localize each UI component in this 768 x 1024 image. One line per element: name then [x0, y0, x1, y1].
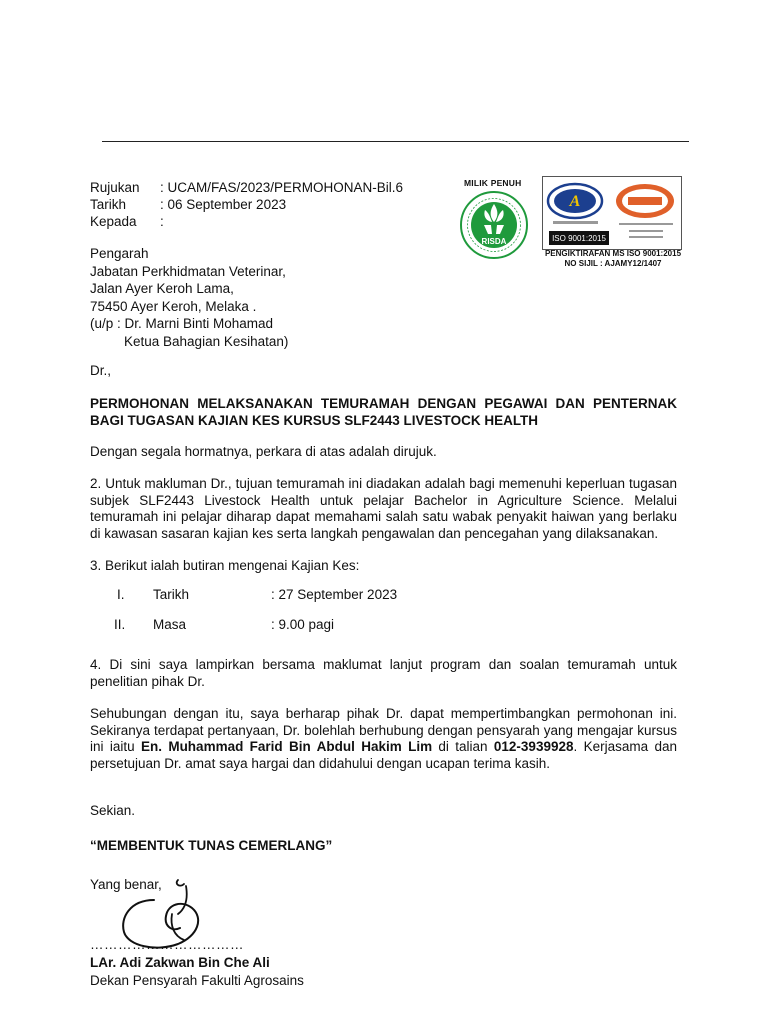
detail-value: : 27 September 2023: [271, 587, 398, 602]
detail-number: II.: [114, 617, 126, 632]
signatory-title: Dekan Pensyarah Fakulti Agrosains: [90, 973, 304, 988]
recipient-line: 75450 Ayer Keroh, Melaka .: [90, 298, 257, 314]
milik-penuh-label: MILIK PENUH: [464, 178, 522, 188]
contact-name: En. Muhammad Farid Bin Abdul Hakim Lim: [140, 739, 433, 754]
date-label: Tarikh: [90, 197, 127, 212]
signatory-name: LAr. Adi Zakwan Bin Che Ali: [90, 955, 270, 970]
paragraph-2: 2. Untuk makluman Dr., tujuan temuramah ini diadakan adalah bagi memenuhi keperluan tugasan subjek SLF2443 Livestock Health untuk pelajar Bachelor in Agriculture Science. Melalui temuramah ini pelajar diharap dapat memahami salah satu wabak penyakit haiwan yang berlaku di kawasan sasaran kajian kes serta langkah pengawalan dan pencegahan yang dilaksanakan.: [90, 476, 677, 541]
reference-value: : UCAM/FAS/2023/PERMOHONAN-Bil.6: [160, 180, 404, 195]
iso-certification-logo: [542, 176, 682, 250]
reference-row: [90, 179, 403, 196]
contact-phone: 012-3939928: [493, 739, 574, 754]
closing-paragraph: [90, 706, 677, 772]
closing-text: di talian: [432, 739, 494, 754]
header-rule: [102, 141, 689, 142]
sekian-text: Sekian.: [90, 803, 136, 818]
recipient-line: Ketua Bahagian Kesihatan): [124, 333, 289, 349]
to-value: :: [160, 214, 164, 229]
closing-text: . Kerjasama dan persetujuan Dr. amat saya hargai dan didahului dengan ucapan terima kasih.: [90, 739, 677, 771]
detail-key: Masa: [153, 617, 187, 632]
svg-text:A: A: [569, 193, 581, 210]
certification-caption-line1: PENGIKTIRAFAN MS ISO 9001:2015: [544, 249, 682, 258]
recipient-line: Pengarah: [90, 246, 149, 261]
to-row: [90, 213, 164, 230]
date-value: : 06 September 2023: [160, 197, 287, 212]
signature-line: ……………………………: [90, 937, 244, 952]
opening-line: Dengan segala hormatnya, perkara di atas adalah dirujuk.: [90, 444, 437, 459]
date-row: [90, 196, 286, 213]
to-label: Kepada: [90, 214, 137, 229]
detail-key: Tarikh: [153, 587, 190, 602]
detail-number: I.: [117, 587, 125, 602]
certification-caption-line2: NO SIJIL : AJAMY12/1407: [564, 259, 662, 268]
salutation: Dr.,: [90, 363, 112, 378]
detail-value: : 9.00 pagi: [271, 617, 335, 632]
paragraph-4: 4. Di sini saya lampirkan bersama maklumat lanjut program dan soalan temuramah untuk penelitian pihak Dr.: [90, 657, 677, 689]
recipient-address: [90, 245, 288, 350]
closing-text: Sehubungan dengan itu, saya berharap pihak Dr. dapat mempertimbangkan permohonan ini. Sekiranya terdapat pertanyaan, Dr. bolehlah berhubung dengan pensyarah yang mengajar kursus ini iaitu: [90, 706, 677, 754]
reference-label: Rujukan: [90, 180, 140, 195]
yours-truly: Yang benar,: [90, 877, 162, 892]
letter-subject: PERMOHONAN MELAKSANAKAN TEMURAMAH DENGAN PEGAWAI DAN PENTERNAK BAGI TUGASAN KAJIAN KES KURSUS SLF2443 LIVESTOCK HEALTH: [90, 396, 677, 428]
iso-badge-text: ISO 9001:2015: [552, 234, 606, 243]
recipient-line: (u/p : Dr. Marni Binti Mohamad: [90, 316, 274, 331]
recipient-line: Jalan Ayer Keroh Lama,: [90, 281, 234, 296]
detail-row-time: [90, 616, 490, 633]
recipient-line: Jabatan Perkhidmatan Veterinar,: [90, 263, 286, 279]
risda-logo-text: RISDA: [481, 237, 507, 246]
risda-logo: [455, 190, 533, 260]
certification-caption: [538, 249, 688, 269]
paragraph-3-intro: 3. Berikut ialah butiran mengenai Kajian Kes:: [90, 558, 360, 573]
motto: “MEMBENTUK TUNAS CEMERLANG”: [90, 838, 333, 853]
detail-row-date: [90, 586, 490, 603]
